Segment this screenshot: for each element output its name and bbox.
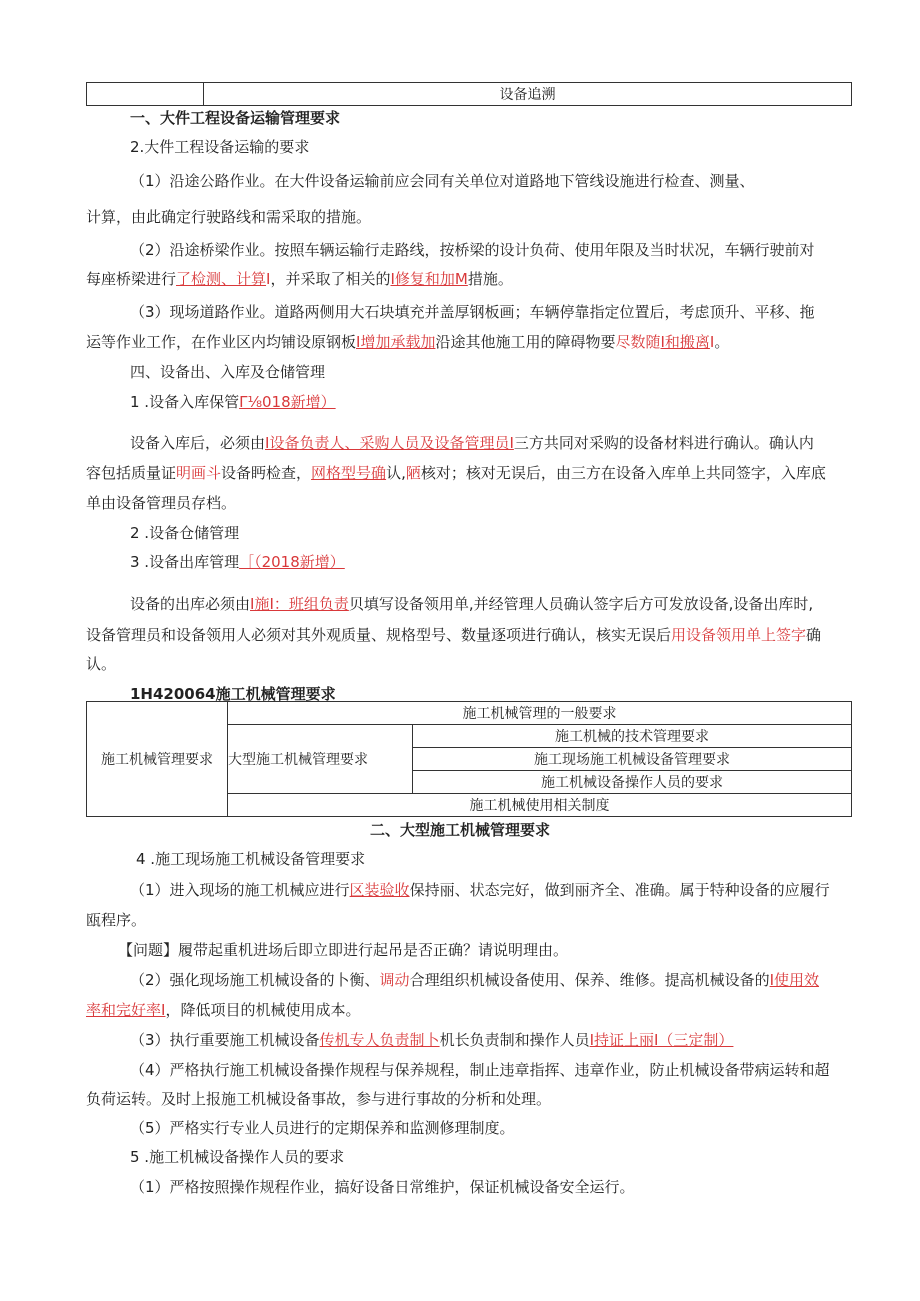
sub-heading-2: 2.大件工程设备运输的要求 <box>130 138 310 156</box>
text: ，并采取了相关的 <box>270 270 391 288</box>
highlight: 用设备领用单上签字 <box>671 626 807 644</box>
text: 合理组织机械设备使用、保养、维修。提高机械设备的 <box>409 971 770 989</box>
mech-table-left: 施工机械管理要求 <box>87 702 228 817</box>
text: 设备的出库必须由 <box>130 595 251 613</box>
text: 设备入库后，必须由 <box>130 434 266 452</box>
text: 认, <box>386 464 406 482</box>
text: 设备管理员和设备领用人必须对其外观质量、规格型号、数量逐项进行确认，核实无误后 <box>86 626 672 644</box>
code-heading: 1H420064施工机械管理要求 <box>130 685 336 703</box>
mark: 陋 <box>405 464 421 482</box>
highlight: I修复和加M <box>390 270 468 288</box>
para-3-line-2 <box>86 331 729 352</box>
rule-1: （1）严格按照操作规程作业，搞好设备日常维护，保证机械设备安全运行。 <box>130 1178 635 1196</box>
mech-table-r1: 施工机械的技术管理要求 <box>413 725 852 748</box>
section-1 <box>130 391 336 412</box>
text: 1 .设备入库保管 <box>130 393 240 411</box>
highlight: I设备负责人、采购人员及设备管理员I <box>265 434 514 452</box>
item-3 <box>130 1029 733 1050</box>
item-2-line-2 <box>86 999 360 1020</box>
text: 确 <box>806 626 822 644</box>
text: 。 <box>714 333 730 351</box>
mech-table-r3: 施工机械设备操作人员的要求 <box>413 771 852 794</box>
text: 3 .设备出库管理 <box>130 553 240 571</box>
top-table-empty-cell <box>87 83 204 106</box>
text: （3）执行重要施工机械设备 <box>130 1031 320 1049</box>
highlight: I增加承载加 <box>356 333 436 351</box>
highlight: 了检测、计算 <box>176 270 267 288</box>
item-1-line-1 <box>130 879 830 900</box>
text: 机长负责制和操作人员 <box>439 1031 590 1049</box>
highlight: 网格型号确 <box>311 464 387 482</box>
text: （1）进入现场的施工机械应进行 <box>130 881 350 899</box>
section-3 <box>130 551 345 572</box>
highlight: 调动 <box>379 971 410 989</box>
text: 措施。 <box>467 270 513 288</box>
item-4-line-2: 负荷运转。及时上报施工机械设备事故，参与进行事故的分析和处理。 <box>86 1090 552 1108</box>
top-table <box>86 82 852 106</box>
highlight: 传机专人负责制卜 <box>319 1031 440 1049</box>
para-4-line-1 <box>130 432 814 453</box>
item-2-line-1 <box>130 969 819 990</box>
heading-2: 二、大型施工机械管理要求 <box>369 821 550 839</box>
text: 核对；核对无误后，由三方在设备入库单上共同签字，入库底 <box>420 464 826 482</box>
section-2: 2 .设备仓储管理 <box>130 524 240 542</box>
para-4-line-2 <box>86 462 826 483</box>
highlight: I和搬离 <box>660 333 710 351</box>
highlight: I使用效 <box>769 971 820 989</box>
section-4: 4 .施工现场施工机械设备管理要求 <box>136 850 366 868</box>
text: 保持丽、状态完好，做到丽齐全、准确。属于特种设备的应履行 <box>409 881 830 899</box>
heading-1: 一、大件工程设备运输管理要求 <box>130 109 341 127</box>
new-tag: Γ⅛018新增） <box>239 393 336 411</box>
highlight: 率和完好率I <box>86 1001 166 1019</box>
mark: I <box>709 333 715 351</box>
para-2-line-1: （2）沿途桥梁作业。按照车辆运输行走路线，按桥梁的设计负荷、使用年限及当时状况，车辆行驶前对 <box>130 241 815 259</box>
highlight: I施I：班组负责 <box>250 595 349 613</box>
text: 三方共同对采购的设备材料进行确认。确认内 <box>513 434 814 452</box>
new-tag: ［（2018新增） <box>239 553 345 571</box>
para-4-line-3: 单由设备管理员存档。 <box>86 494 237 512</box>
text: 沿途其他施工用的障碍物要 <box>435 333 616 351</box>
mech-table-mid: 大型施工机械管理要求 <box>228 725 413 794</box>
section-5: 5 .施工机械设备操作人员的要求 <box>130 1148 345 1166</box>
mech-table-row1: 施工机械管理的一般要求 <box>228 702 852 725</box>
top-table-cell: 设备追溯 <box>204 83 852 106</box>
text: 贝填写设备领用单,并经管理人员确认签字后方可发放设备,设备出库时, <box>348 595 814 613</box>
question: 【问题】履带起重机进场后即立即进行起吊是否正确？请说明理由。 <box>118 941 569 959</box>
mech-table-r2: 施工现场施工机械设备管理要求 <box>413 748 852 771</box>
mech-table-row-last: 施工机械使用相关制度 <box>228 794 852 817</box>
text: （2）强化现场施工机械设备的卜衡、 <box>130 971 380 989</box>
highlight: 区装验收 <box>349 881 410 899</box>
para-1-line-1: （1）沿途公路作业。在大件设备运输前应会同有关单位对道路地下管线设施进行检查、测量、 <box>130 172 755 190</box>
item-4-line-1: （4）严格执行施工机械设备操作规程与保养规程，制止违章指挥、违章作业，防止机械设备带病运转和超 <box>130 1061 830 1079</box>
para-1-line-2: 计算，由此确定行驶路线和需采取的措施。 <box>86 208 372 226</box>
mark: I <box>266 270 271 288</box>
item-5: （5）严格实行专业人员进行的定期保养和监测修理制度。 <box>130 1119 515 1137</box>
highlight: I持证上丽I（三定制） <box>589 1031 734 1049</box>
text: ，降低项目的机械使用成本。 <box>165 1001 361 1019</box>
highlight: 尽数随 <box>615 333 661 351</box>
item-1-line-2: 瓯程序。 <box>86 911 147 929</box>
text: 每座桥梁进行 <box>86 270 177 288</box>
heading-4: 四、设备出、入库及仓储管理 <box>130 363 326 381</box>
highlight: 明画斗 <box>176 464 222 482</box>
para-5-line-1 <box>130 593 813 614</box>
text: 设备眄检查， <box>221 464 312 482</box>
para-3-line-1: （3）现场道路作业。道路两侧用大石块填充并盖厚钢板画；车辆停靠指定位置后，考虑顶升、平移、拖 <box>130 303 815 321</box>
para-5-line-3: 认。 <box>86 655 117 673</box>
para-5-line-2 <box>86 624 821 645</box>
text: 运等作业工作，在作业区内均铺设原钢板 <box>86 333 357 351</box>
mech-table <box>86 701 852 817</box>
text: 容包括质量证 <box>86 464 177 482</box>
para-2-line-2 <box>86 268 513 289</box>
